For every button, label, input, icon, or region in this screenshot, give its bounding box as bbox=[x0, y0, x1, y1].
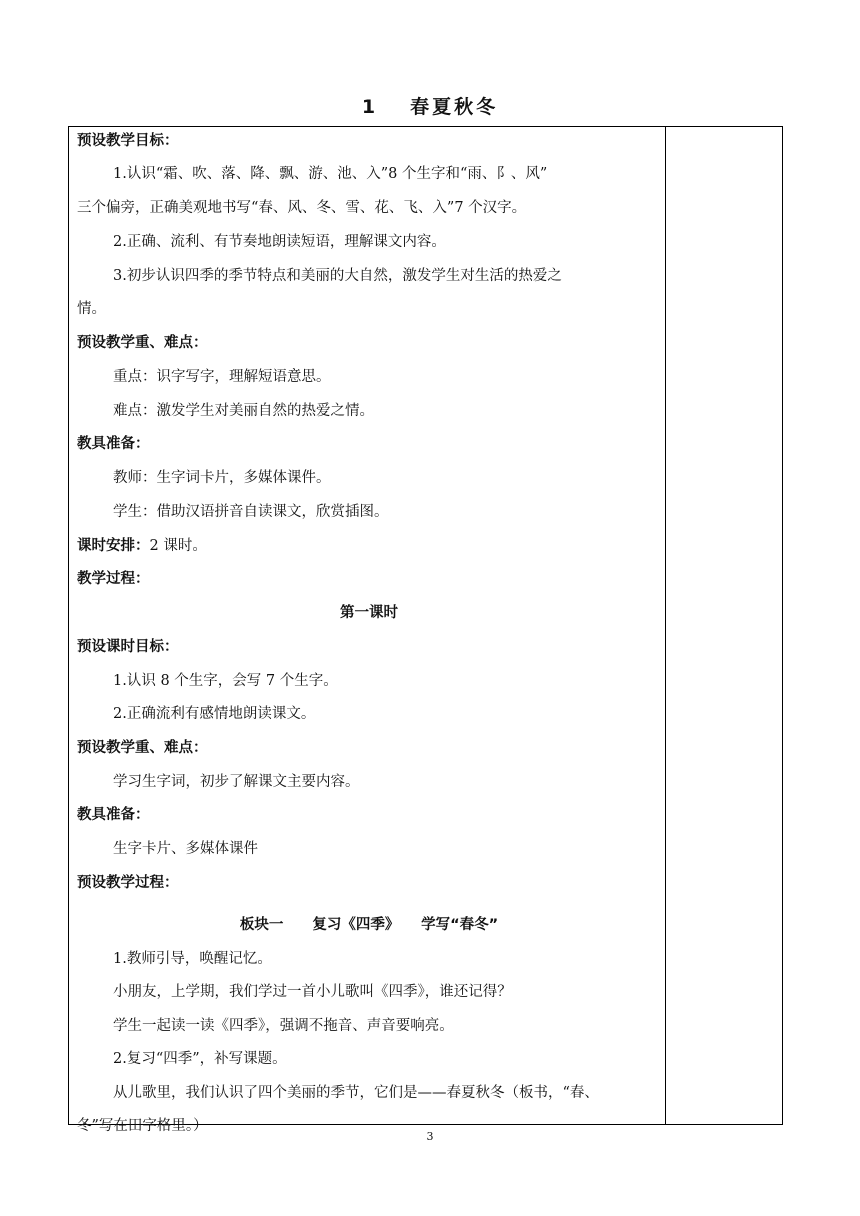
heading-key-difficult-points: 预设教学重、难点： bbox=[77, 335, 208, 351]
lesson-goal-1: 1.认识 8 个生字，会写 7 个生字。 bbox=[113, 673, 338, 689]
page-number: 3 bbox=[426, 1130, 434, 1143]
lesson-name: 春夏秋冬 bbox=[410, 96, 499, 118]
heading-teaching-goals: 预设教学目标： bbox=[77, 133, 179, 149]
block-one-heading: 板块一 复习《四季》 学写“春冬” bbox=[239, 917, 499, 933]
lesson-number: 1 bbox=[361, 96, 379, 118]
lesson-title bbox=[0, 92, 860, 119]
goal-3-line-1: 3.初步认识四季的季节特点和美丽的大自然，激发学生对生活的热爱之 bbox=[113, 268, 562, 284]
step-2-text-line-2: 冬”写在田字格里。） bbox=[77, 1118, 208, 1134]
heading-teaching-process: 教学过程： bbox=[77, 571, 150, 587]
lesson-aids: 生字卡片、多媒体课件 bbox=[113, 841, 258, 857]
step-2: 2.复习“四季”，补写课题。 bbox=[113, 1051, 287, 1067]
aids-student: 学生：借助汉语拼音自读课文，欣赏插图。 bbox=[113, 504, 389, 520]
class-hours bbox=[77, 536, 207, 556]
class-hours-value: 2 课时。 bbox=[149, 538, 207, 554]
goal-1-line-2: 三个偏旁，正确美观地书写“春、风、冬、雪、花、飞、入”7 个汉字。 bbox=[77, 200, 527, 216]
goal-2: 2.正确、流利、有节奏地朗读短语，理解课文内容。 bbox=[113, 234, 446, 250]
step-1-text: 小朋友，上学期，我们学过一首小儿歌叫《四季》，谁还记得？ bbox=[113, 984, 512, 1000]
heading-lesson-process: 预设教学过程： bbox=[77, 875, 179, 891]
step-1: 1.教师引导，唤醒记忆。 bbox=[113, 951, 272, 967]
aids-teacher: 教师：生字词卡片，多媒体课件。 bbox=[113, 470, 331, 486]
notes-column-divider bbox=[665, 127, 666, 1124]
goal-1-line-1: 1.认识“霜、吹、落、降、飘、游、池、入”8 个生字和“雨、阝、风” bbox=[113, 166, 548, 182]
key-point: 重点：识字写字，理解短语意思。 bbox=[113, 369, 331, 385]
goal-3-line-2: 情。 bbox=[77, 301, 106, 317]
heading-lesson-aids: 教具准备： bbox=[77, 807, 150, 823]
lesson-key-points: 学习生字词，初步了解课文主要内容。 bbox=[113, 774, 360, 790]
step-2-text-line-1: 从儿歌里，我们认识了四个美丽的季节，它们是——春夏秋冬（板书，“春、 bbox=[113, 1085, 599, 1101]
heading-lesson-goals: 预设课时目标： bbox=[77, 639, 179, 655]
class-hours-label: 课时安排： bbox=[77, 538, 150, 554]
heading-teaching-aids: 教具准备： bbox=[77, 436, 150, 452]
lesson-plan-table bbox=[68, 126, 783, 1134]
first-lesson-heading: 第一课时 bbox=[340, 605, 398, 621]
lesson-goal-2: 2.正确流利有感情地朗读课文。 bbox=[113, 706, 316, 722]
heading-lesson-key-points: 预设教学重、难点： bbox=[77, 740, 208, 756]
step-1-activity: 学生一起读一读《四季》，强调不拖音、声音要响亮。 bbox=[113, 1018, 454, 1034]
difficult-point: 难点：激发学生对美丽自然的热爱之情。 bbox=[113, 403, 374, 419]
